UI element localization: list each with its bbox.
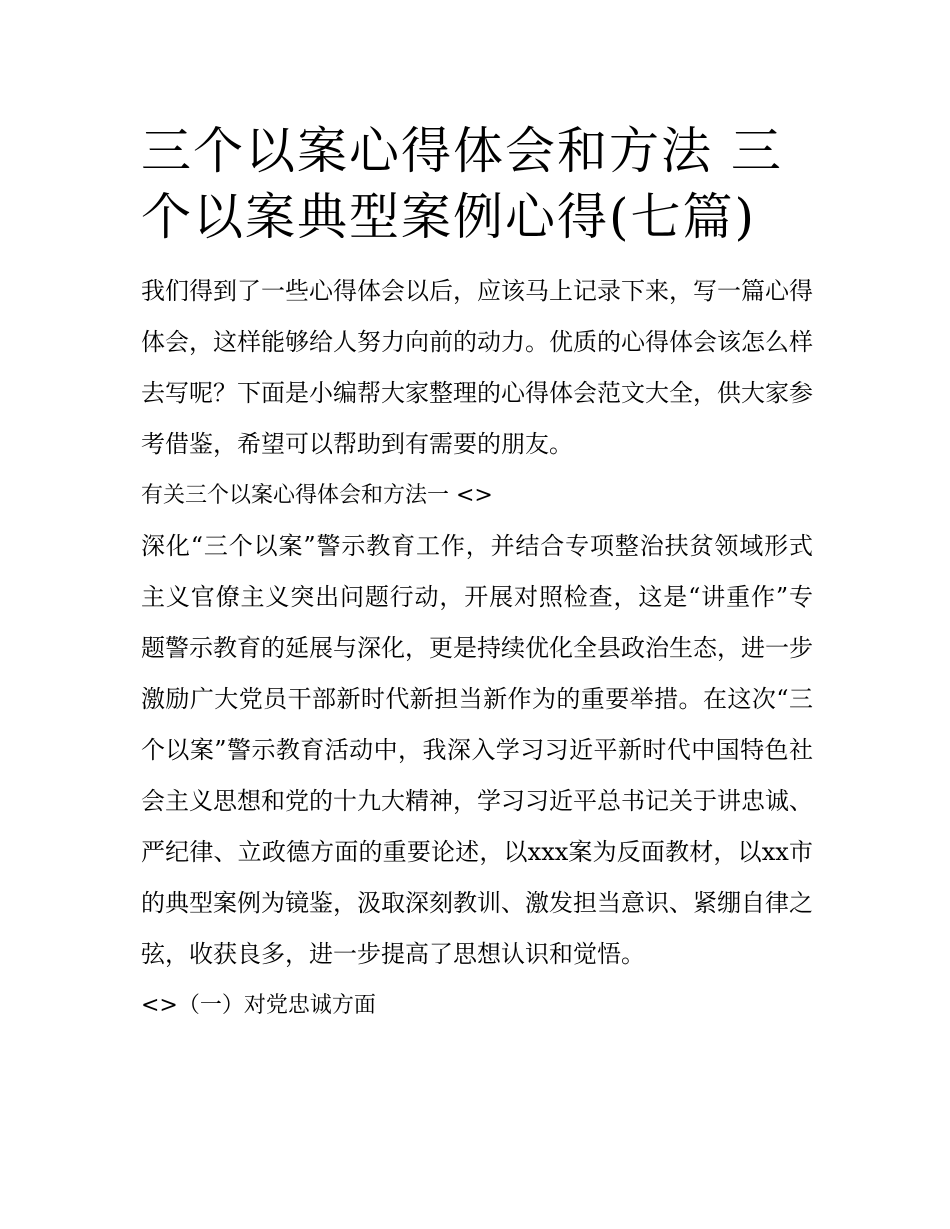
document-content	[141, 118, 813, 1031]
document-title: 三个以案心得体会和方法 三个以案典型案例心得(七篇)	[141, 122, 783, 246]
section-heading: 有关三个以案心得体会和方法一 <>	[141, 483, 493, 508]
intro-paragraph: 我们得到了一些心得体会以后，应该马上记录下来，写一篇心得体会，这样能够给人努力向前的动力。优质的心得体会该怎么样去写呢？下面是小编帮大家整理的心得体会范文大全，供大家参考借鉴，希望可以帮助到有需要的朋友。	[141, 277, 813, 458]
body-paragraph: 深化“三个以案”警示教育工作，并结合专项整治扶贫领域形式主义官僚主义突出问题行动，开展对照检查，这是“讲重作”专题警示教育的延展与深化，更是持续优化全县政治生态，进一步激励广大党员干部新时代新担当新作为的重要举措。在这次“三个以案”警示教育活动中，我深入学习习近平新时代中国特色社会主义思想和党的十九大精神，学习习近平总书记关于讲忠诚、严纪律、立政德方面的重要论述，以xxx案为反面教材，以xx市的典型案例为镜鉴，汲取深刻教训、激发担当意识、紧绷自律之弦，收获良多，进一步提高了思想认识和觉悟。	[141, 532, 813, 968]
subsection-heading: <>（一）对党忠诚方面	[141, 993, 376, 1018]
